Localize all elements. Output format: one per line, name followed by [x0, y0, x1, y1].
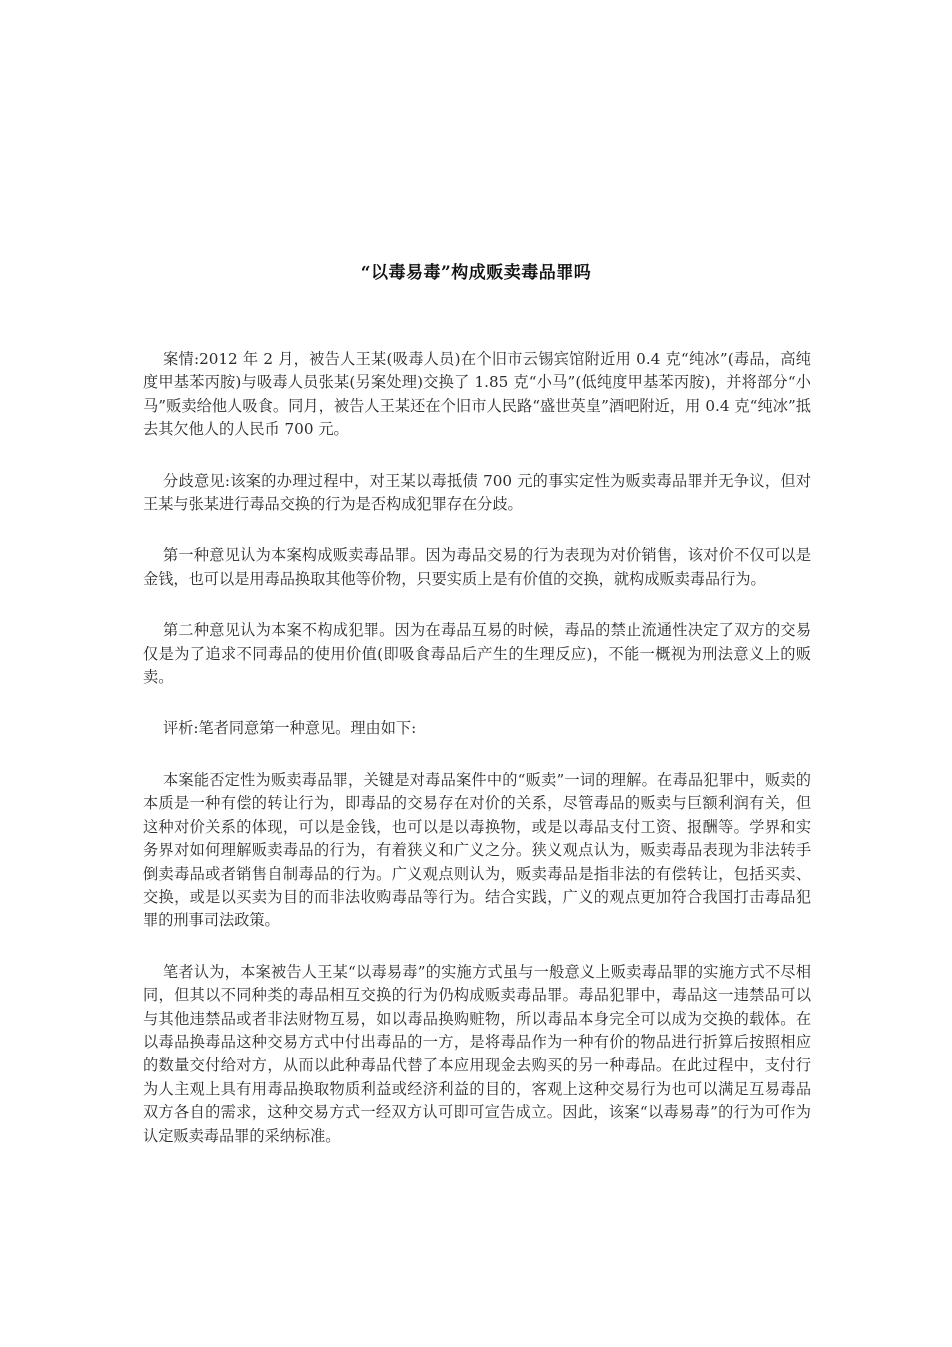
paragraph-case-facts: 案情:2012 年 2 月，被告人王某(吸毒人员)在个旧市云锡宾馆附近用 0.4 克“纯冰”(毒品，高纯度甲基苯丙胺)与吸毒人员张某(另案处理)交换了 1.85 克“小马”(低纯度甲基苯丙胺)，并将部分“小马”贩卖给他人吸食。同月，被告人王某还在个旧市人民路“盛世英皇”酒吧附近，用 0.4 克“纯冰”抵去其欠他人的人民币 700 元。	[143, 350, 811, 439]
paragraph-first-opinion: 第一种意见认为本案构成贩卖毒品罪。因为毒品交易的行为表现为对价销售，该对价不仅可以是金钱，也可以是用毒品换取其他等价物，只要实质上是有价值的交换，就构成贩卖毒品行为。	[143, 546, 811, 588]
paragraph-author-conclusion: 笔者认为，本案被告人王某“以毒易毒”的实施方式虽与一般意义上贩卖毒品罪的实施方式不尽相同，但其以不同种类的毒品相互交换的行为仍构成贩卖毒品罪。毒品犯罪中，毒品这一违禁品可以与其他违禁品或者非法财物互易，如以毒品换购赃物，所以毒品本身完全可以成为交换的载体。在以毒品换毒品这种交易方式中付出毒品的一方，是将毒品作为一种有价的物品进行折算后按照相应的数量交付给对方，从而以此种毒品代替了本应用现金去购买的另一种毒品。在此过程中，支付行为人主观上具有用毒品换取物质利益或经济利益的目的，客观上这种交易行为也可以满足互易毒品双方各自的需求，这种交易方式一经双方认可即可宣告成立。因此，该案“以毒易毒”的行为可作为认定贩卖毒品罪的采纳标准。	[143, 962, 811, 1145]
paragraph-second-opinion: 第二种意见认为本案不构成犯罪。因为在毒品互易的时候，毒品的禁止流通性决定了双方的交易仅是为了追求不同毒品的使用价值(即吸食毒品后产生的生理反应)，不能一概视为刑法意义上的贩卖。	[143, 621, 811, 687]
paragraph-analysis-definition: 本案能否定性为贩卖毒品罪，关键是对毒品案件中的“贩卖”一词的理解。在毒品犯罪中，贩卖的本质是一种有偿的转让行为，即毒品的交易存在对价的关系，尽管毒品的贩卖与巨额利润有关，但这种对价关系的体现，可以是金钱，也可以是以毒换物，或是以毒品支付工资、报酬等。学界和实务界对如何理解贩卖毒品的行为，有着狭义和广义之分。狭义观点认为，贩卖毒品表现为非法转手倒卖毒品或者销售自制毒品的行为。广义观点则认为，贩卖毒品是指非法的有偿转让，包括买卖、交换，或是以买卖为目的而非法收购毒品等行为。结合实践，广义的观点更加符合我国打击毒品犯罪的刑事司法政策。	[143, 770, 811, 930]
document-body	[143, 348, 811, 1176]
paragraph-analysis-intro: 评析:笔者同意第一种意见。理由如下:	[163, 719, 417, 738]
paragraph-disagreement: 分歧意见:该案的办理过程中，对王某以毒抵债 700 元的事实定性为贩卖毒品罪并无争议，但对王某与张某进行毒品交换的行为是否构成犯罪存在分歧。	[143, 471, 811, 514]
document-title: “以毒易毒”构成贩卖毒品罪吗	[360, 263, 592, 283]
